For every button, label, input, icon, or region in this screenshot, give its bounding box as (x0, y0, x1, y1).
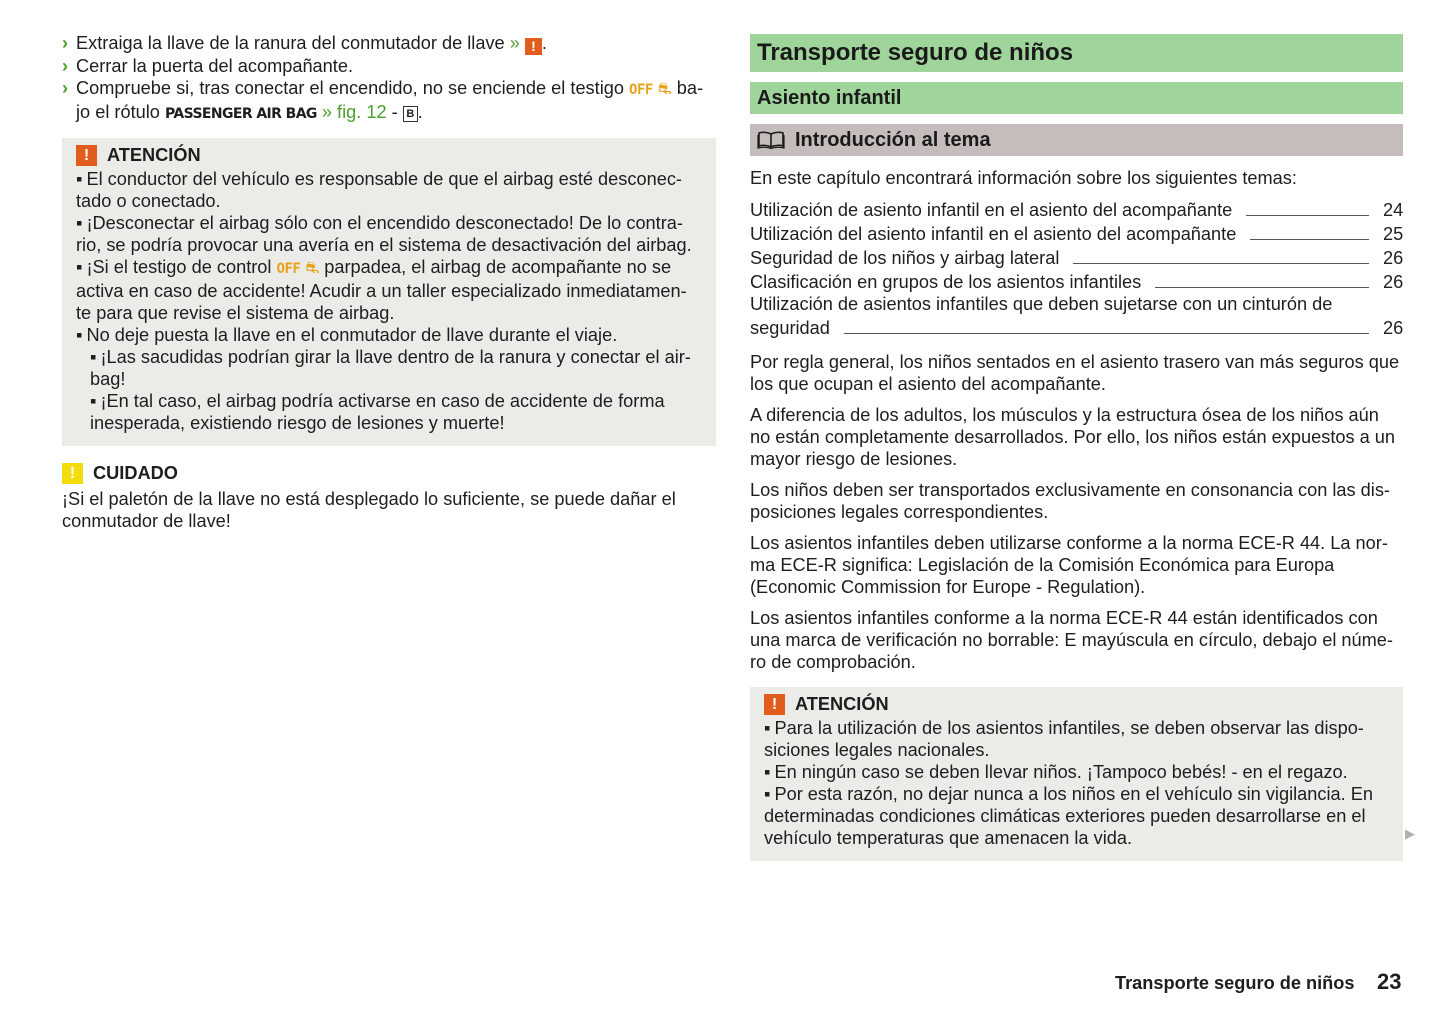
body-paragraph: Los asientos infantiles conforme a la norma ECE-R 44 están identificados con una marca de verificación no borrable: E mayúscula en círculo, debajo el núme-ro de comprobación. (750, 608, 1393, 672)
cross-reference-link[interactable]: » (509, 33, 520, 53)
step-arrow-icon: › (62, 56, 69, 76)
right-column (750, 34, 1403, 861)
figure-reference-link[interactable]: » fig. 12 (321, 102, 387, 122)
toc-entry[interactable]: Utilización del asiento infantil en el asiento del acompañante 25 (750, 224, 1404, 244)
chapter-heading: Transporte seguro de niños (750, 34, 1403, 72)
body-paragraph: A diferencia de los adultos, los músculos y la estructura ósea de los niños aún no están completamente desarrollados. Por ello, los niños están expuestos a un mayor riesgo de lesiones. (750, 405, 1396, 469)
warning-box-children (750, 687, 1403, 861)
toc-entry[interactable]: Utilización de asiento infantil en el asiento del acompañante 24 (750, 200, 1404, 220)
toc-entry-continued[interactable]: seguridad 26 (750, 318, 1404, 338)
left-column (62, 32, 716, 532)
figure-callout-b: B (403, 106, 418, 122)
warning-box (62, 138, 716, 446)
caution-title: CUIDADO (93, 463, 178, 483)
warning-subitem: ▪ ¡Las sacudidas podrían girar la llave dentro de la ranura y conectar el air-bag! (76, 346, 696, 390)
body-paragraph: Los asientos infantiles deben utilizarse conforme a la norma ECE-R 44. La nor-ma ECE-R significa: Legislación de la Comisión Económica para Europa (Economic Commission for Europe - Regulation). (750, 533, 1388, 597)
page-number: 23 (1377, 969, 1402, 994)
footer-chapter-title: Transporte seguro de niños (1115, 973, 1355, 993)
passenger-airbag-label: PASSENGER AIR BAG (164, 106, 317, 122)
toc-entry[interactable]: Seguridad de los niños y airbag lateral 26 (750, 248, 1404, 268)
warning-title: ATENCIÓN (107, 145, 201, 165)
airbag-off-indicator: OFF (276, 261, 301, 277)
step-check-indicator: › Compruebe si, tras conectar el encendido, no se enciende el testigo OFF ⛐ ba- jo el rótulo PASSENGER AIR BAG » fig. 12 - B . (62, 78, 704, 122)
caution-text: ¡Si el paletón de la llave no está desplegado lo suficiente, se puede dañar el conmutador de llave! (62, 489, 676, 531)
exclamation-icon: ! (764, 694, 785, 715)
warning-subitem: ▪ ¡En tal caso, el airbag podría activarse en caso de accidente de forma inesperada, existiendo riesgo de lesiones y muerte! (76, 390, 696, 434)
warning-item: ▪ ¡Si el testigo de control OFF ⛐ parpadea, el airbag de acompañante no se activa en caso de accidente! Acudir a un taller especializado inmediatamen-te para que revise el sistema de airbag. (76, 256, 696, 324)
intro-heading-text: Introducción al tema (795, 129, 991, 151)
exclamation-icon: ! (76, 145, 97, 166)
airbag-off-indicator: OFF (629, 82, 653, 98)
step-arrow-icon: › (62, 33, 69, 53)
warning-item: ▪ El conductor del vehículo es responsable de que el airbag esté desconec-tado o conectado. (76, 168, 696, 212)
warning-item: ▪ No deje puesta la llave en el conmutador de llave durante el viaje. (76, 324, 696, 346)
book-icon (757, 131, 785, 149)
airbag-seat-icon: ⛐ (305, 260, 320, 277)
body-paragraph: Los niños deben ser transportados exclusivamente en consonancia con las dis-posiciones legales correspondientes. (750, 480, 1390, 522)
caution-icon: ! (62, 463, 83, 484)
toc-entry[interactable]: Utilización de asientos infantiles que deben sujetarse con un cinturón de (750, 294, 1333, 314)
step-close-door: › Cerrar la puerta del acompañante. (62, 56, 354, 76)
intro-heading (750, 124, 1403, 156)
warning-header (764, 693, 1383, 715)
warning-item: ▪ Para la utilización de los asientos infantiles, se deben observar las dispo-siciones legales nacionales. (764, 717, 1383, 761)
step-arrow-icon: › (62, 78, 69, 98)
warning-title: ATENCIÓN (795, 694, 889, 714)
continue-arrow-icon: ▶ (1405, 826, 1415, 841)
airbag-seat-icon: ⛐ (657, 81, 672, 98)
warning-icon: ! (525, 38, 542, 55)
warning-item: ▪ En ningún caso se deben llevar niños. ¡Tampoco bebés! - en el regazo. (764, 761, 1383, 783)
warning-item: ▪ Por esta razón, no dejar nunca a los niños en el vehículo sin vigilancia. En determinadas condiciones climáticas exteriores pueden desarrollarse en el vehículo temperaturas que amenacen la vida. (764, 783, 1383, 849)
step-remove-key: › Extraiga la llave de la ranura del conmutador de llave » ! . (62, 33, 547, 54)
caution-header (62, 462, 716, 484)
toc-intro: En este capítulo encontrará información sobre los siguientes temas: (750, 168, 1297, 188)
section-heading: Asiento infantil (750, 82, 1403, 114)
body-paragraph: Por regla general, los niños sentados en el asiento trasero van más seguros que los que ocupan el asiento del acompañante. (750, 352, 1400, 394)
toc-entry[interactable]: Clasificación en grupos de los asientos infantiles 26 (750, 272, 1404, 292)
warning-item: ▪ ¡Desconectar el airbag sólo con el encendido desconectado! De lo contra-rio, se podría provocar una avería en el sistema de desactivación del airbag. (76, 212, 696, 256)
toc-list (750, 197, 1403, 339)
warning-header (76, 144, 696, 166)
